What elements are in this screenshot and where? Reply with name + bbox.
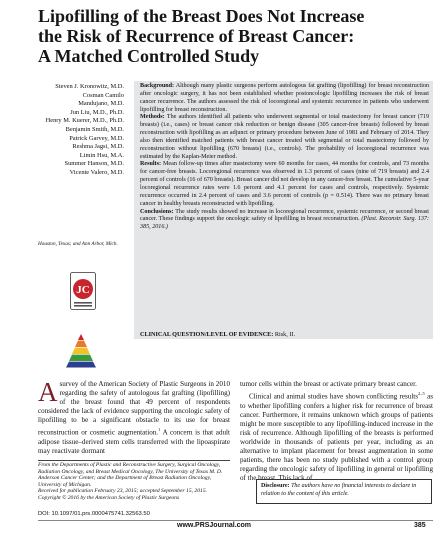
abstract-label: Background: bbox=[140, 83, 175, 89]
author: Patrick Garvey, M.D. bbox=[69, 134, 124, 142]
author: Reshma Jagsi, M.D. bbox=[72, 143, 124, 151]
footnote-divider bbox=[38, 460, 230, 461]
citation: (Plast. Reconstr. Surg. 137: 385, 2016.) bbox=[140, 216, 429, 231]
author-location: Houston, Texas; and Ann Arbor, Mich. bbox=[38, 241, 118, 247]
abstract-conclusions bbox=[140, 209, 429, 233]
footer-divider bbox=[38, 520, 433, 521]
received-dates: Received for publication February 23, 2015; accepted September 15, 2015. bbox=[38, 488, 208, 495]
body-paragraph bbox=[38, 377, 230, 456]
abstract-text: The study results showed no increase in locoregional recurrence, systemic recurrence, or second breast cancer. These findings support the oncologic safety of lipofilling in breast reconstruction. bbox=[140, 208, 430, 223]
title-line: the Risk of Recurrence of Breast Cancer: bbox=[38, 26, 355, 46]
author-list bbox=[28, 83, 124, 178]
body-text: as to whether lipofilling confers a higher risk for recurrence of breast cancer. Furthermore, it remains unknown which groups of patients might be more susceptible to any lipofilling-induced increase in the risk of recurrence. Although lipofilling of the breasts is performed worldwide in thousands of patients per year, including as an alternative to implant placement for breast augmentation in some patients, there has been no study published with a control group regarding the oncologic safety of lipofilling in general or lipofilling of the breast. This lack of bbox=[240, 392, 433, 483]
journal-club-logo-icon bbox=[70, 272, 96, 310]
body-text: Clinical and animal studies have shown conflicting results bbox=[249, 392, 419, 401]
author: Henry M. Kuerer, M.D., Ph.D. bbox=[45, 117, 124, 125]
author: Benjamin Smith, M.D. bbox=[65, 125, 124, 133]
page-number: 385 bbox=[414, 522, 426, 529]
drop-cap: A bbox=[38, 377, 58, 407]
abstract-label: Conclusions: bbox=[140, 208, 174, 215]
affiliations: From the Departments of Plastic and Reconstructive Surgery, Surgical Oncology, Radiation Oncology, and Breast Medical Oncology, The University of Texas M. D. Anderson Cancer Center; and the Department of Breast Radiation Oncology, University of Michigan. bbox=[38, 462, 223, 488]
abstract-methods bbox=[140, 114, 429, 161]
abstract-text: Although many plastic surgeons perform autologous fat grafting (lipofilling) for breast reconstruction after oncologic surgery, it has not been established whether postoncologic lipofilling increases the risk of breast cancer recurrence. The authors assessed the risk of locoregional and systemic recurrence in patients who underwent lipofilling for breast reconstruction. bbox=[140, 83, 430, 113]
body-column-right bbox=[240, 380, 433, 483]
abstract-background bbox=[140, 83, 429, 114]
disclosure-text: The authors have no financial interests to declare in relation to the content of this article. bbox=[261, 483, 417, 497]
article-title bbox=[38, 6, 433, 66]
body-paragraph bbox=[240, 389, 433, 483]
author: Summer Hanson, M.D. bbox=[64, 160, 124, 168]
disclosure-box bbox=[256, 479, 432, 504]
author: Cosman Camilo bbox=[82, 91, 124, 99]
title-line: A Matched Controlled Study bbox=[38, 46, 260, 66]
body-text: survey of the American Society of Plastic Surgeons in 2010 regarding the safety of autologous fat grafting (lipofilling) of the breast found that 49 percent of respondents considered the lack of evidence supporting the oncologic safety of lipofilling to be a significant obstacle to its use for breast reconstruction or cosmetic augmentation. bbox=[38, 380, 230, 437]
disclosure-label: Disclosure: bbox=[261, 483, 290, 489]
author: Steven J. Kronowitz, M.D. bbox=[55, 83, 124, 90]
journal-url[interactable]: www.PRSJournal.com bbox=[177, 522, 252, 529]
author: Mandujano, M.D. bbox=[78, 100, 124, 108]
footnote bbox=[38, 462, 230, 502]
body-column-left bbox=[38, 377, 230, 456]
abstract-text: The authors identified all patients who underwent segmental or total mastectomy for breast cancer (719 breasts) (i.e., cases) or breast cancer risk reduction or benign disease (305 cancer-free breasts) followed by breast reconstruction with lipofilling as an adjunct or primary procedure between June of 1981 and February of 2014. They also then identified matched patients with breast cancer treated with segmental or total mastectomy followed by reconstruction without lipofilling (670 breasts) (i.e., controls). The probability of locoregional recurrence was estimated by the Kaplan-Meier method. bbox=[140, 114, 429, 160]
abstract-results bbox=[140, 161, 429, 208]
reference-sup: 2–5 bbox=[418, 391, 425, 397]
abstract bbox=[140, 83, 429, 232]
logo-text: JC bbox=[76, 284, 90, 296]
title-line: Lipofilling of the Breast Does Not Increase bbox=[38, 6, 365, 26]
evidence-pyramid-icon bbox=[64, 332, 98, 368]
clinical-label: CLINICAL QUESTION/LEVEL OF EVIDENCE: bbox=[140, 331, 274, 338]
author: Jun Liu, M.D., Ph.D. bbox=[70, 108, 124, 116]
abstract-label: Results: bbox=[140, 161, 161, 168]
abstract-text: Mean follow-up times after mastectomy were 60 months for cases, 44 months for controls, and 73 months for cancer-free breasts. Locoregional recurrence was observed in 1.3 percent of cases (nine of 719 breasts) and 2.4 percent of controls (16 of 670 breasts). Breast cancer did not develop in any cancer-free breast. The cumulative 5-year locoregional recurrence rates were 1.6 percent and 4.1 percent for cases and controls, respectively. Systemic recurrence occurred in 2.4 percent of cases and 3.6 percent of controls (p = 0.514). There was no primary breast cancer in healthy breasts reconstructed with lipofilling. bbox=[140, 161, 430, 207]
body-text: A concern is that adult adipose tissue–derived stem cells transferred with the lipoaspirate may reactivate dormant bbox=[38, 428, 230, 456]
copyright: Copyright © 2016 by the American Society of Plastic Surgeons bbox=[38, 494, 180, 501]
body-paragraph: tumor cells within the breast or activate primary breast cancer. bbox=[240, 380, 417, 388]
abstract-label: Methods: bbox=[140, 114, 165, 121]
reference-sup: 1 bbox=[158, 427, 161, 433]
clinical-value: Risk, II. bbox=[274, 331, 296, 338]
clinical-question bbox=[140, 331, 429, 338]
author: Limin Hsu, M.A. bbox=[79, 151, 124, 159]
author: Vicente Valero, M.D. bbox=[69, 168, 124, 176]
doi: DOI: 10.1097/01.prs.0000475741.32563.50 bbox=[38, 511, 150, 517]
